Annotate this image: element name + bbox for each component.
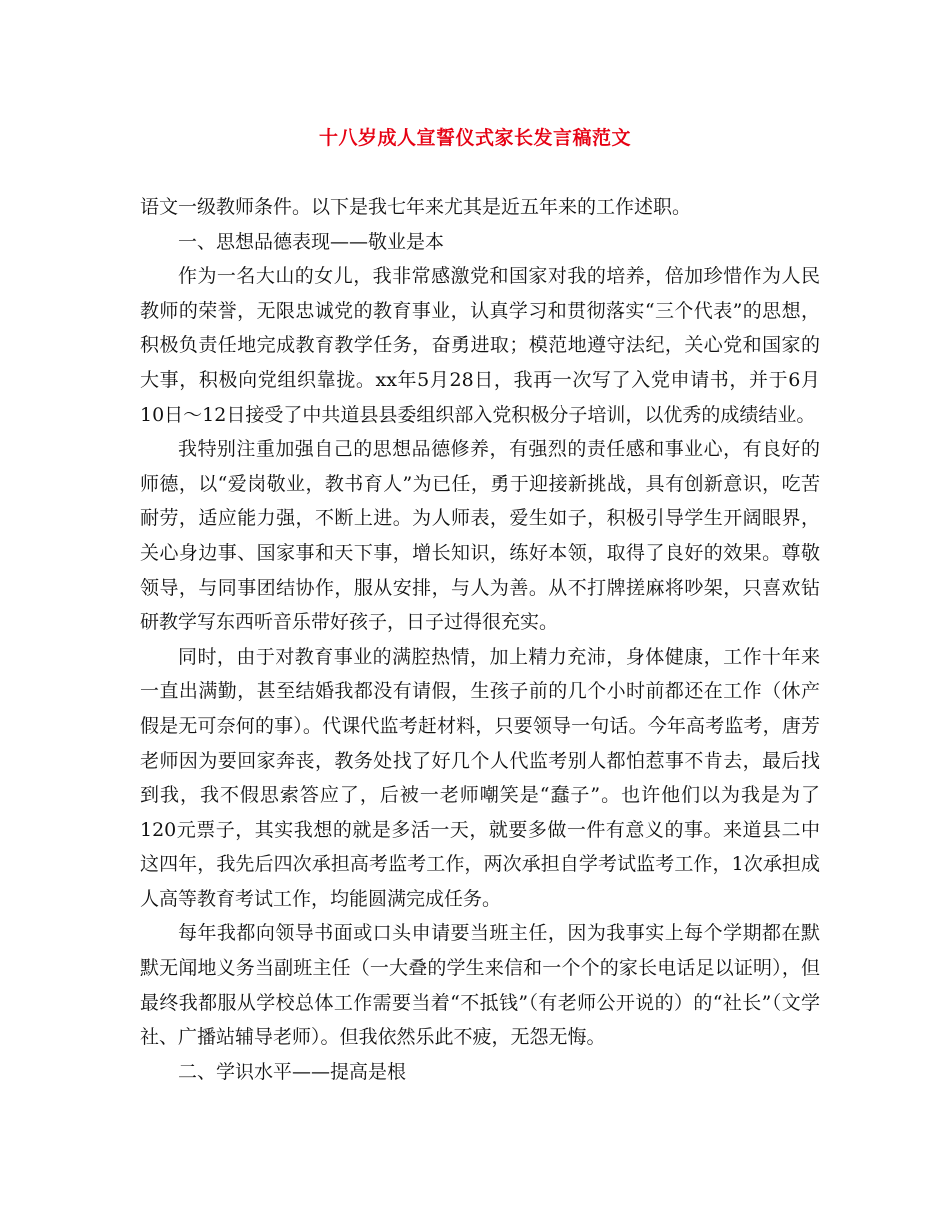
continuation-paragraph: 语文一级教师条件。以下是我七年来尤其是近五年来的工作述职。 [140, 196, 692, 218]
body-paragraph: 每年我都向领导书面或口头申请要当班主任，因为我事实上每个学期都在默默无闻地义务当副班主任（一大叠的学生来信和一个个的家长电话足以证明），但最终我都服从学校总体工作需要当着“不抵钱”（有老师公开说的）的“社长”（文学社、广播站辅导老师）。但我依然乐此不疲，无怨无悔。 [140, 922, 820, 1049]
document-title: 十八岁成人宣誓仪式家长发言稿范文 [318, 127, 631, 149]
section-heading-2: 二、学识水平——提高是根 [178, 1060, 407, 1083]
section-heading-1: 一、思想品德表现——敬业是本 [178, 230, 445, 253]
document-body [140, 190, 820, 1089]
body-paragraph: 作为一名大山的女儿，我非常感激党和国家对我的培养，倍加珍惜作为人民教师的荣誉，无限忠诚党的教育事业，认真学习和贯彻落实“三个代表”的思想，积极负责任地完成教育教学任务，奋勇进取；模范地遵守法纪，关心党和国家的大事，积极向党组织靠拢。xx年5月28日，我再一次写了入党申请书，并于6月10日～12日接受了中共道县县委组织部入党积极分子培训，以优秀的成绩结业。 [140, 265, 820, 426]
body-paragraph: 我特别注重加强自己的思想品德修养，有强烈的责任感和事业心，有良好的师德，以“爱岗敬业，教书育人”为已任，勇于迎接新挑战，具有创新意识，吃苦耐劳，适应能力强，不断上进。为人师表，爱生如子，积极引导学生开阔眼界，关心身边事、国家事和天下事，增长知识，练好本领，取得了良好的效果。尊敬领导，与同事团结协作，服从安排，与人为善。从不打牌搓麻将吵架，只喜欢钻研教学写东西听音乐带好孩子，日子过得很充实。 [140, 438, 820, 634]
body-paragraph: 同时，由于对教育事业的满腔热情，加上精力充沛，身体健康，工作十年来一直出满勤，甚至结婚我都没有请假，生孩子前的几个小时前都还在工作（休产假是无可奈何的事）。代课代监考赶材料，只要领导一句话。今年高考监考，唐芳老师因为要回家奔丧，教务处找了好几个人代监考别人都怕惹事不肯去，最后找到我，我不假思索答应了，后被一老师嘲笑是“蠢子”。也许他们以为我是为了120元票子，其实我想的就是多活一天，就要多做一件有意义的事。来道县二中这四年，我先后四次承担高考监考工作，两次承担自学考试监考工作，1次承担成人高等教育考试工作，均能圆满完成任务。 [140, 645, 820, 910]
